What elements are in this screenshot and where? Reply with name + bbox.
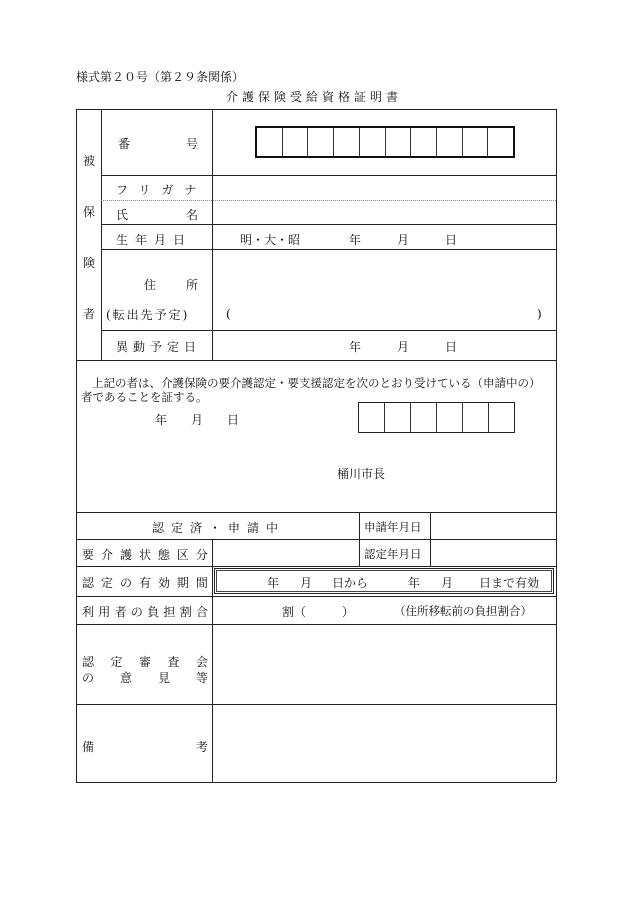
furigana-label: フリガナ: [116, 183, 208, 197]
review-opinion-label-line1: 認 定 審 査 会: [82, 655, 208, 669]
application-date-field[interactable]: [432, 514, 554, 538]
certification-status-label: 認定済・申請中: [152, 521, 286, 535]
birthdate-era[interactable]: 明・大・昭: [240, 233, 301, 247]
validity-start-year-unit: 年: [267, 576, 280, 590]
validity-label: 認 定 の 有 効 期 間: [82, 576, 208, 590]
move-date-month-unit: 月: [397, 340, 410, 354]
furigana-field[interactable]: [214, 177, 554, 199]
name-field[interactable]: [214, 202, 554, 223]
certification-code-boxes[interactable]: [358, 402, 515, 433]
form-title: 介護保険受給資格証明書: [226, 90, 403, 104]
application-date-label: 申請年月日: [364, 520, 422, 534]
validity-to-text: 日まで有効: [479, 576, 540, 590]
review-opinion-field[interactable]: [214, 626, 554, 703]
name-label: 氏 名: [116, 208, 198, 222]
address-field[interactable]: [214, 251, 554, 329]
certification-month-unit: 月: [191, 413, 204, 427]
burden-ratio-value[interactable]: 割（ ）: [282, 605, 355, 619]
number-label: 番 号: [118, 137, 198, 151]
certification-statement-line2: 者であることを証する。: [81, 390, 208, 404]
birthdate-year-unit: 年: [349, 233, 362, 247]
form-number: 様式第２０号（第２９条関係）: [76, 70, 245, 84]
review-opinion-label-line2: の 意 見 等: [82, 671, 208, 685]
validity-end-month-unit: 月: [441, 576, 454, 590]
issuer-name: 桶川市長: [337, 467, 386, 481]
certification-day-unit: 日: [227, 413, 240, 427]
validity-start-month-unit: 月: [300, 576, 313, 590]
move-date-year-unit: 年: [349, 340, 362, 354]
certification-date-label: 認定年月日: [364, 547, 422, 561]
insured-section-label: 被 保 険 者: [83, 154, 96, 321]
birthdate-label: 生年月日: [116, 233, 193, 247]
address-label: 住 所: [144, 278, 198, 292]
care-level-field[interactable]: [214, 541, 358, 565]
forward-address-label: (転出先予定): [106, 308, 190, 322]
birthdate-day-unit: 日: [445, 233, 458, 247]
birthdate-month-unit: 月: [397, 233, 410, 247]
validity-end-year-unit: 年: [408, 576, 421, 590]
burden-ratio-label: 利 用 者 の 負 担 割 合: [82, 605, 208, 619]
move-date-label: 異動予定日: [116, 340, 202, 354]
remarks-field[interactable]: [214, 706, 554, 781]
validity-from-text: 日から: [332, 576, 369, 590]
address-paren-open: (: [226, 307, 231, 321]
care-level-label: 要 介 護 状 態 区 分: [82, 548, 208, 562]
certification-date-field[interactable]: [432, 541, 554, 565]
burden-ratio-note: （住所移転前の負担割合）: [394, 604, 532, 618]
move-date-day-unit: 日: [445, 340, 458, 354]
remarks-label: 備 考: [82, 740, 208, 754]
certification-statement-line1: 上記の者は、介護保険の要介護認定・要支援認定を次のとおり受けている（申請中の）: [92, 376, 541, 390]
insured-number-boxes[interactable]: [255, 126, 515, 158]
certification-year-unit: 年: [155, 413, 168, 427]
address-paren-close: ): [537, 307, 542, 321]
